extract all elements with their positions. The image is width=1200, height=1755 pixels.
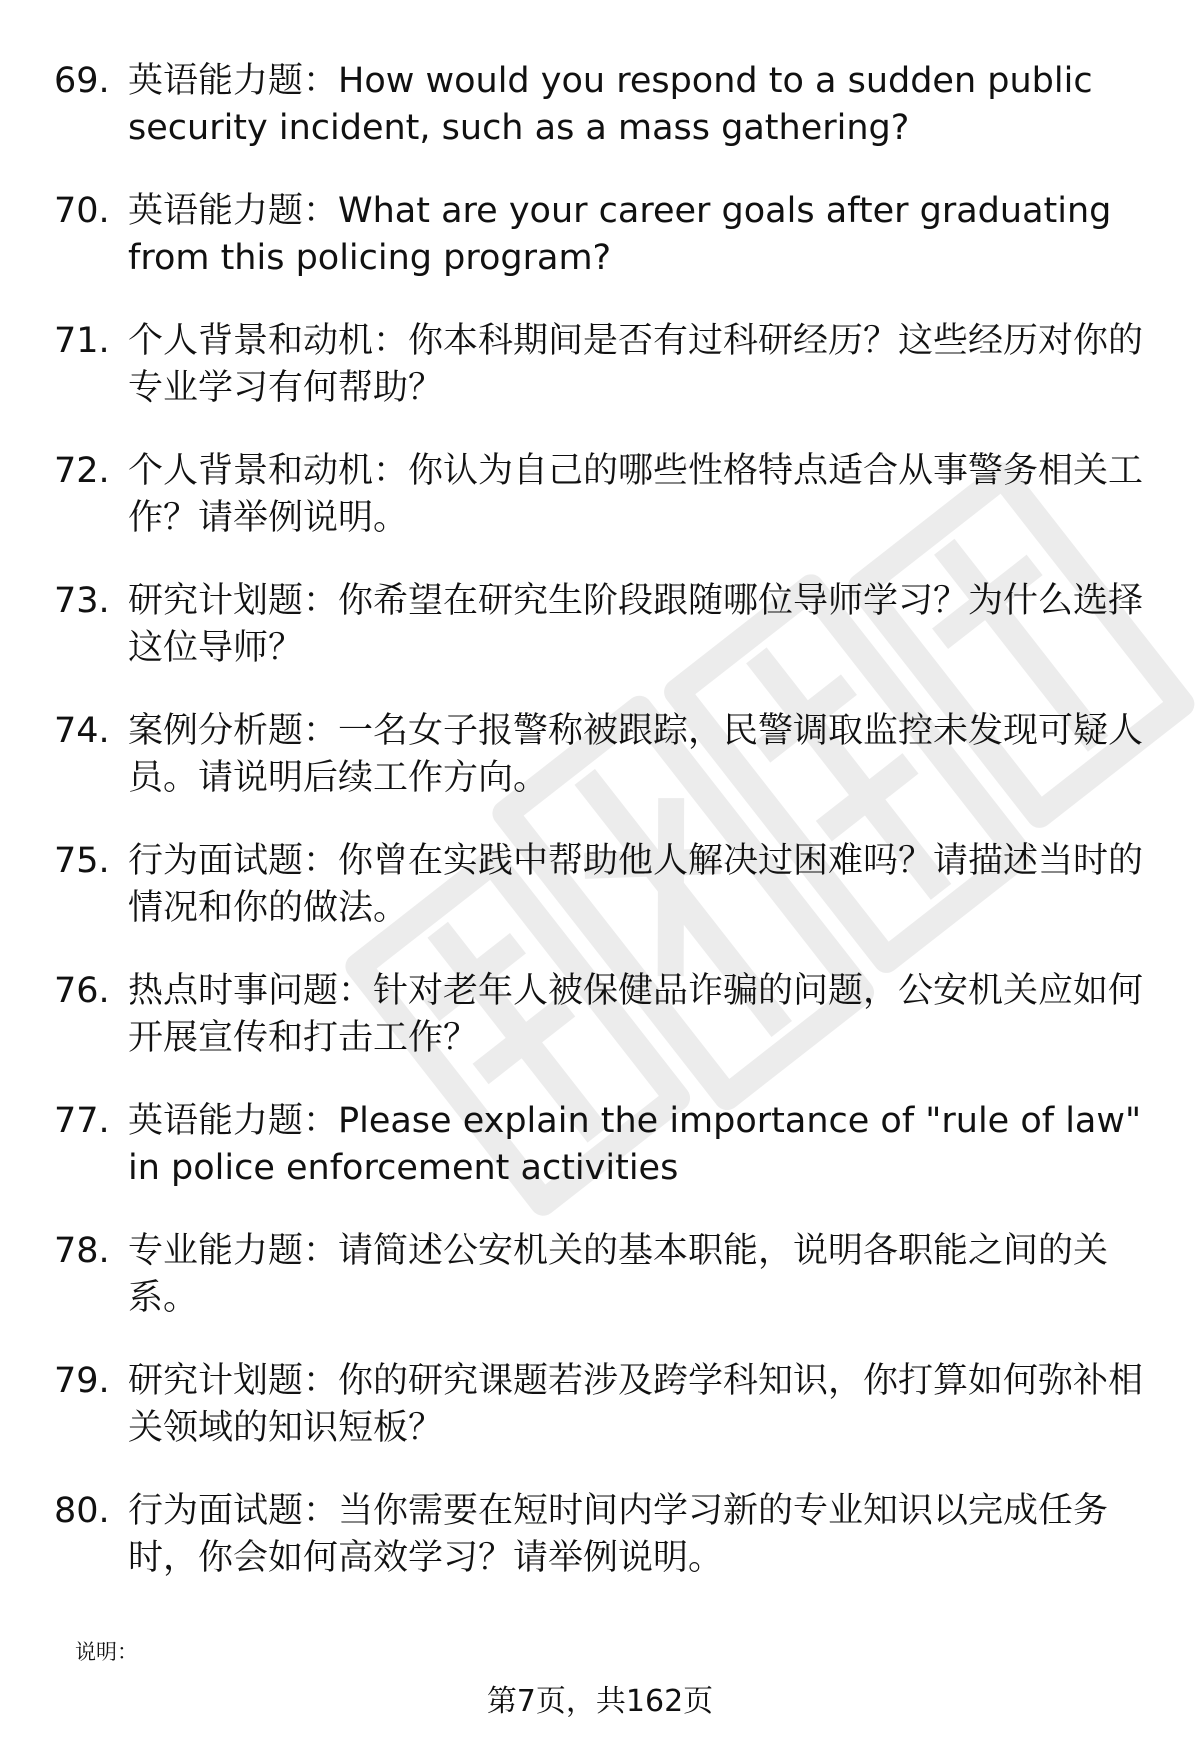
list-item [0,318,1148,412]
question-text: 英语能力题：How would you respond to a sudden public security incident, such as a mass gathering? [128,61,1093,148]
question-text: 个人背景和动机：你本科期间是否有过科研经历？这些经历对你的专业学习有何帮助？ [128,321,1144,408]
question-text: 研究计划题：你希望在研究生阶段跟随哪位导师学习？为什么选择这位导师？ [128,581,1144,668]
question-number: 74. [54,711,110,751]
page-footer: 第7页，共162页 [486,1684,714,1719]
question-number: 70. [54,191,110,231]
list-item [0,1488,1148,1582]
question-text: 热点时事问题：针对老年人被保健品诈骗的问题，公安机关应如何开展宣传和打击工作？ [128,971,1144,1058]
list-item [0,58,1148,152]
question-text: 行为面试题：当你需要在短时间内学习新的专业知识以完成任务时，你会如何高效学习？请举例说明。 [128,1491,1109,1578]
question-number: 73. [54,581,110,621]
question-text: 行为面试题：你曾在实践中帮助他人解决过困难吗？请描述当时的情况和你的做法。 [128,841,1144,928]
question-number: 72. [54,451,110,491]
question-number: 78. [54,1231,110,1271]
list-item [0,1098,1148,1192]
list-item [0,838,1148,932]
question-number: 75. [54,841,110,881]
question-number: 80. [54,1491,110,1531]
question-number: 79. [54,1361,110,1401]
question-text: 个人背景和动机：你认为自己的哪些性格特点适合从事警务相关工作？请举例说明。 [128,451,1144,538]
note-label: 说明： [75,1640,138,1664]
question-number: 77. [54,1101,110,1141]
question-text: 研究计划题：你的研究课题若涉及跨学科知识，你打算如何弥补相关领域的知识短板？ [128,1361,1144,1448]
list-item [0,1228,1148,1322]
list-item [0,578,1148,672]
list-item [0,188,1148,282]
question-number: 69. [54,61,110,101]
list-item [0,968,1148,1062]
question-number: 71. [54,321,110,361]
question-text: 英语能力题：Please explain the importance of "rule of law" in police enforcement activities [128,1101,1142,1188]
question-text: 案例分析题：一名女子报警称被跟踪，民警调取监控未发现可疑人员。请说明后续工作方向。 [128,711,1144,798]
list-item [0,1358,1148,1452]
list-item [0,708,1148,802]
question-text: 英语能力题：What are your career goals after graduating from this policing program? [128,191,1112,278]
question-text: 专业能力题：请简述公安机关的基本职能，说明各职能之间的关系。 [128,1231,1109,1318]
question-number: 76. [54,971,110,1011]
list-item [0,448,1148,542]
question-list [0,58,1200,1618]
